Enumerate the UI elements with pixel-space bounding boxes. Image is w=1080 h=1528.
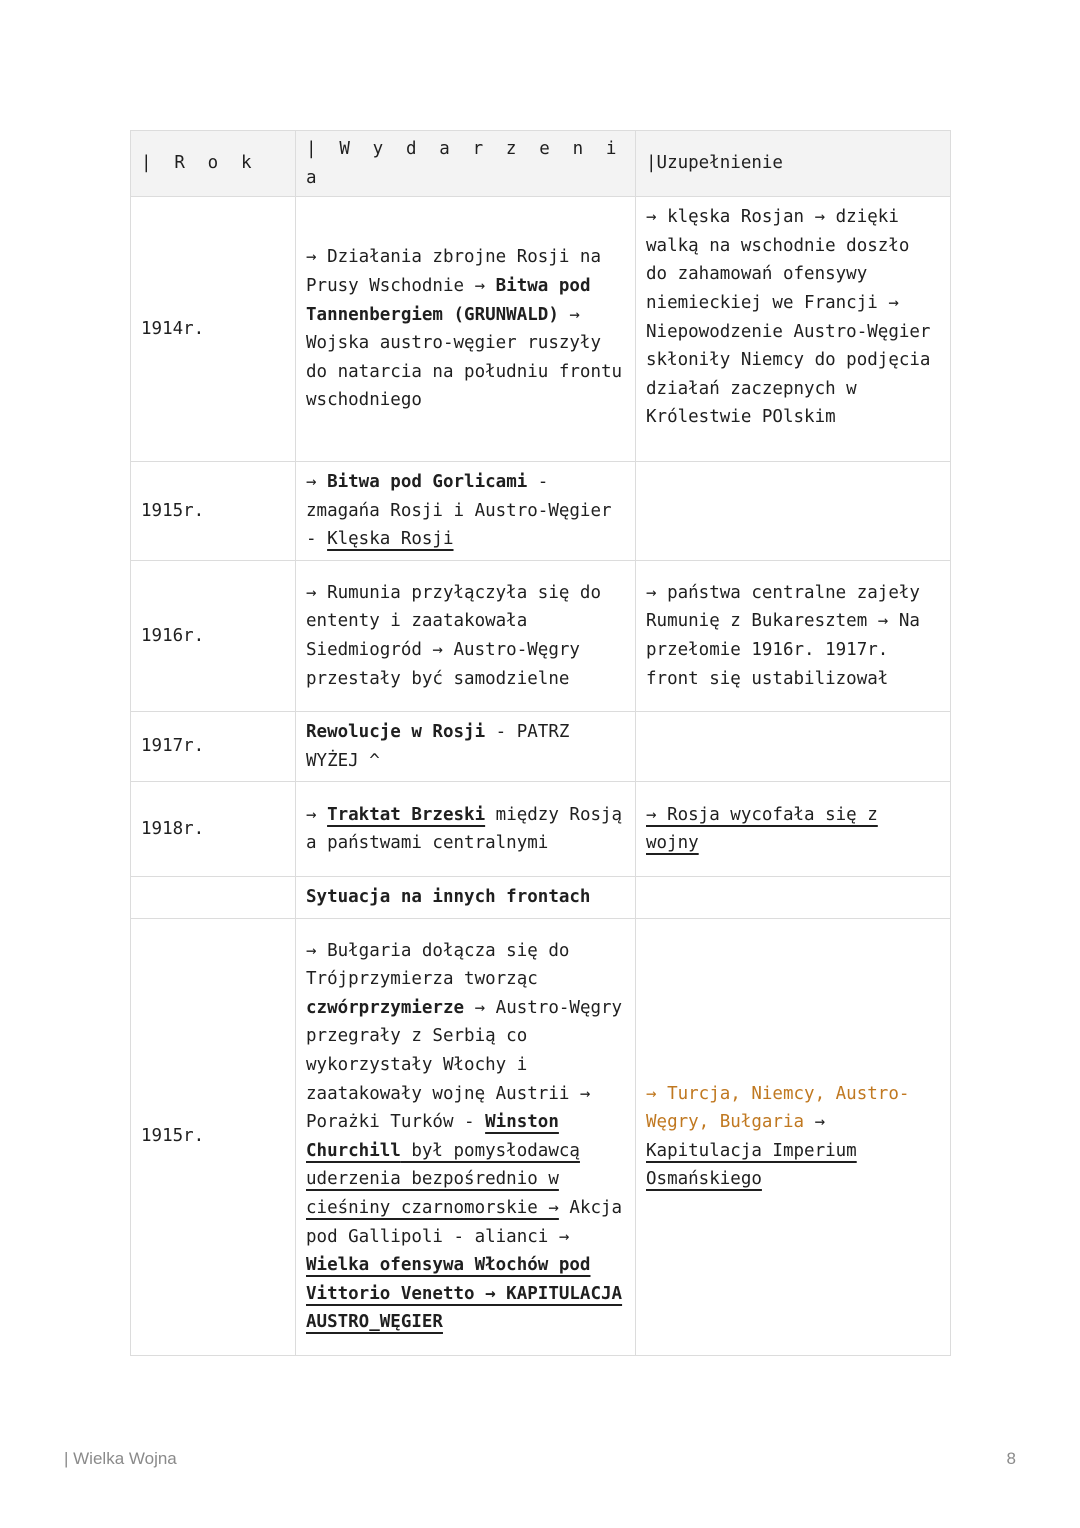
section-title-cell <box>296 877 636 919</box>
supplement-cell <box>636 782 951 877</box>
text-run: → Austro-Węgry przegrały z Serbią co wykorzystały Włochy i zaatakowały wojnę Austrii → Porażki Turków - <box>306 997 623 1133</box>
year-cell: 1918r. <box>131 782 296 877</box>
text-run: → Turcja, Niemcy, Austro-Węgry, Bułgaria <box>646 1083 910 1133</box>
year-cell <box>131 877 296 919</box>
text-run: był pomysłodawcą uderzenia bezpośrednio w cieśniny czarnomorskie → <box>306 1140 580 1218</box>
text-run: - zmagańa Rosji i Austro-Węgier - <box>306 472 612 550</box>
text-run: Kapitulacja Imperium Osmańskiego <box>646 1140 857 1190</box>
text-run: → państwa centralne zajeły Rumunię z Bukaresztem → Na przełomie 1916r. 1917r. front się ustabilizował <box>646 582 920 689</box>
text-run: → Działania zbrojne Rosji na Prusy Wschodnie → <box>306 247 602 296</box>
text-run: - PATRZ WYŻEJ ^ <box>306 721 570 771</box>
document-title-footer: | Wielka Wojna <box>64 1449 177 1468</box>
events-cell <box>296 462 636 561</box>
text-run: → klęska Rosjan → dzięki walką na wschodnie doszło do zahamowań ofensywy niemieckiej we Francji → Niepowodzenie Austro-Węgier skłoniły Niemcy do podjęcia działań zaczepnych w Królestwie POlskim <box>646 207 931 428</box>
table-row <box>131 918 951 1355</box>
table-row <box>131 711 951 781</box>
events-cell <box>296 197 636 462</box>
text-run: między Rosją a państwami centralnymi <box>306 804 623 854</box>
text-run: czwórprzymierze <box>306 997 465 1018</box>
section-row <box>131 877 951 919</box>
supplement-cell <box>636 711 951 781</box>
year-cell: 1915r. <box>131 918 296 1355</box>
header-year: | R o k <box>131 131 296 197</box>
text-run: Wielka ofensywa Włochów pod Vittorio Venetto → KAPITULACJA AUSTRO_WĘGIER <box>306 1255 623 1333</box>
history-table <box>130 130 951 1356</box>
text-run: Bitwa pod Tannenbergiem (GRUNWALD) <box>306 276 591 325</box>
text-run: Klęska Rosji <box>327 529 454 550</box>
supplement-cell <box>636 918 951 1355</box>
events-cell <box>296 918 636 1355</box>
events-cell <box>296 782 636 877</box>
text-run: Rewolucje w Rosji <box>306 721 486 742</box>
events-cell <box>296 560 636 711</box>
text-run: → Wojska austro-węgier ruszyły do natarcia na południu frontu wschodniego <box>306 304 623 411</box>
year-cell: 1914r. <box>131 197 296 462</box>
text-run: → <box>804 1112 826 1133</box>
table-row <box>131 782 951 877</box>
text-run: Sytuacja na innych frontach <box>306 887 591 908</box>
table-row <box>131 560 951 711</box>
supplement-cell <box>636 877 951 919</box>
table-header-row <box>131 131 951 197</box>
text-run: Traktat Brzeski <box>327 804 486 825</box>
page-number: 8 <box>1006 1449 1016 1468</box>
text-run: Winston Churchill <box>306 1112 559 1161</box>
text-run: Akcja pod Gallipoli - alianci → <box>306 1197 623 1247</box>
text-run: → Rosja wycofała się z wojny <box>646 804 878 854</box>
table-row <box>131 197 951 462</box>
text-run: → Bułgaria dołącza się do Trójprzymierza tworząc <box>306 940 570 990</box>
text-run: → Rumunia przyłączyła się do ententy i zaatakowała Siedmiogród → Austro-Węgry przestały być samodzielne <box>306 582 602 689</box>
text-run: → <box>306 472 328 493</box>
supplement-cell <box>636 462 951 561</box>
header-events: | W y d a r z e n i a <box>296 131 636 197</box>
header-supplement: |Uzupełnienie <box>636 131 951 197</box>
text-run: → <box>306 804 328 825</box>
year-cell: 1917r. <box>131 711 296 781</box>
events-cell <box>296 711 636 781</box>
year-cell: 1916r. <box>131 560 296 711</box>
supplement-cell <box>636 560 951 711</box>
text-run: Bitwa pod Gorlicami <box>327 472 528 493</box>
year-cell: 1915r. <box>131 462 296 561</box>
table-row <box>131 462 951 561</box>
supplement-cell <box>636 197 951 462</box>
